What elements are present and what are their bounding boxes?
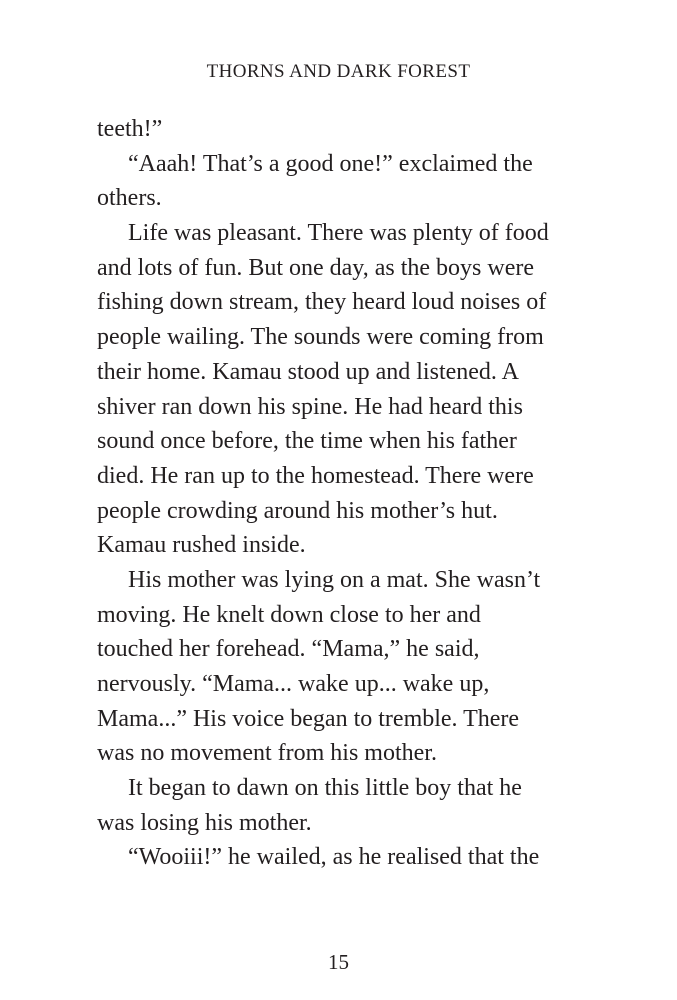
text-line: and lots of fun. But one day, as the boys were xyxy=(97,254,535,281)
text-line: people crowding around his mother’s hut. xyxy=(97,497,498,524)
text-line: touched her forehead. “Mama,” he said, xyxy=(97,636,480,663)
text-line: shiver ran down his spine. He had heard this xyxy=(97,393,523,420)
text-line: Life was pleasant. There was plenty of food xyxy=(128,220,549,247)
text-line: their home. Kamau stood up and listened. A xyxy=(97,358,519,385)
page-number: 15 xyxy=(328,950,349,974)
text-line: His mother was lying on a mat. She wasn’t xyxy=(128,566,541,593)
text-line: was losing his mother. xyxy=(97,809,312,836)
text-line: Mama...” His voice began to tremble. There xyxy=(97,705,520,732)
running-head: THORNS AND DARK FOREST xyxy=(206,61,471,82)
text-line: fishing down stream, they heard loud noises of xyxy=(97,289,547,316)
text-line: was no movement from his mother. xyxy=(97,740,437,767)
body-text xyxy=(97,112,617,875)
text-line: died. He ran up to the homestead. There were xyxy=(97,462,534,489)
text-line: people wailing. The sounds were coming from xyxy=(97,324,544,351)
text-line: It began to dawn on this little boy that he xyxy=(128,775,522,802)
text-line: “Wooiii!” he wailed, as he realised that the xyxy=(128,844,540,871)
text-line: nervously. “Mama... wake up... wake up, xyxy=(97,671,490,697)
text-line: sound once before, the time when his father xyxy=(97,428,517,455)
text-line: moving. He knelt down close to her and xyxy=(97,601,481,628)
text-line: “Aaah! That’s a good one!” exclaimed the xyxy=(128,150,533,177)
text-line: Kamau rushed inside. xyxy=(97,532,306,559)
text-line: teeth!” xyxy=(97,116,163,142)
text-line: others. xyxy=(97,185,162,212)
